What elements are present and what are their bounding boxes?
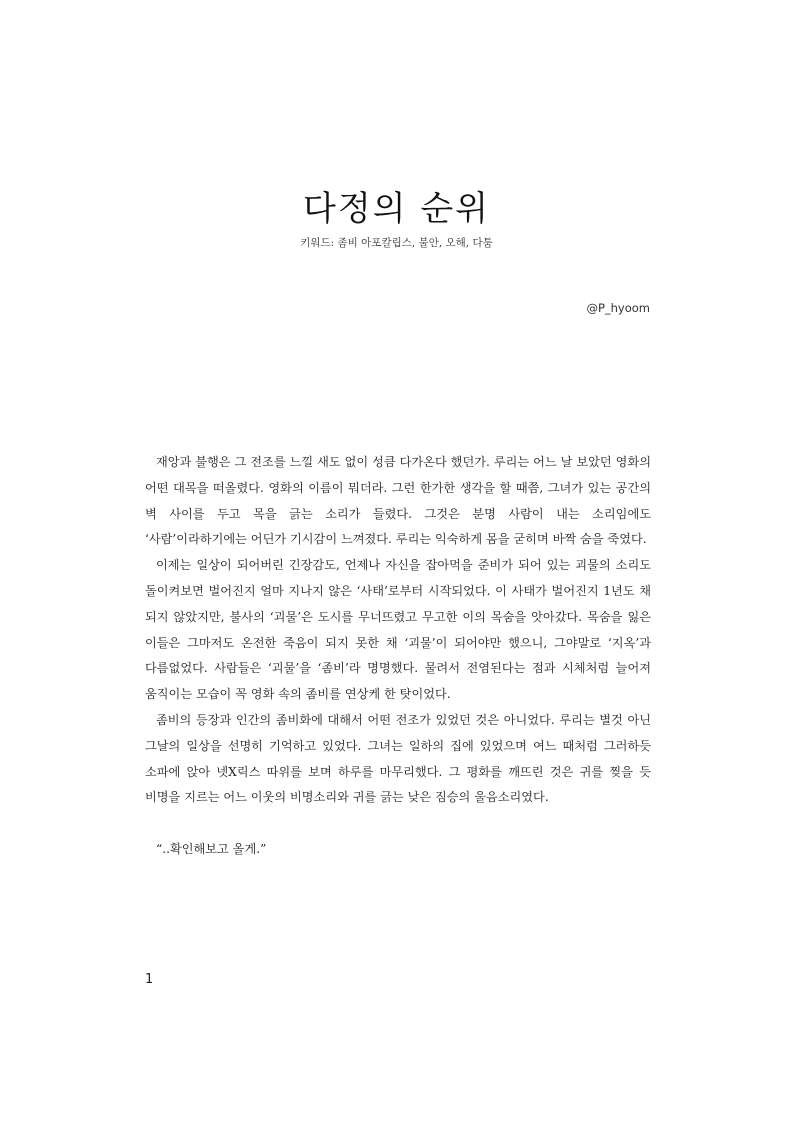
paragraph: 재앙과 불행은 그 전조를 느낄 새도 없이 성큼 다가온다 했던가. 루리는 어느 날 보았던 영화의 어떤 대목을 떠올렸다. 영화의 이름이 뭐더라. 그런 한가한 생각을 할 때쯤, 그녀가 있는 공간의 벽 사이를 두고 목을 긁는 소리가 들렸다. 그것은 분명 사람이 내는 소리임에도 ‘사람’이라하기에는 어딘가 기시감이 느껴졌다. 루리는 익숙하게 몸을 굳히며 바짝 숨을 죽였다. (145, 455, 651, 547)
dialogue-line: “..확인해보고 올게.” (155, 841, 267, 856)
document-title: 다정의 순위 (302, 189, 491, 229)
author-handle: @P_hyoom (586, 301, 650, 315)
keywords-line: 키워드: 좀비 아포칼립스, 불안, 오해, 다툼 (300, 237, 493, 249)
story-body (145, 450, 651, 863)
page-number: 1 (145, 972, 154, 987)
paragraph: 이제는 일상이 되어버린 긴장감도, 언제나 자신을 잡아먹을 준비가 되어 있는 괴물의 소리도 돌이켜보면 벌어진지 얼마 지나지 않은 ‘사태’로부터 시작되었다. 이 사태가 벌어진지 1년도 채 되지 않았지만, 불사의 ‘괴물’은 도시를 무너뜨렸고 무고한 이의 목숨을 앗아갔다. 목숨을 잃은 이들은 그마저도 온전한 죽음이 되지 못한 채 ‘괴물’이 되어야만 했으니, 그야말로 ‘지옥’과 다름없었다. 사람들은 ‘괴물’을 ‘좀비’라 명명했다. 물려서 전염된다는 점과 시체처럼 늘어져 움직이는 모습이 꼭 영화 속의 좀비를 연상케 한 탓이었다. (145, 558, 651, 702)
paragraph: 좀비의 등장과 인간의 좀비화에 대해서 어떤 전조가 있었던 것은 아니었다. 루리는 별것 아닌 그날의 일상을 선명히 기억하고 있었다. 그녀는 일하의 집에 있었으며 여느 때처럼 그러하듯 소파에 앉아 넷X릭스 따위를 보며 하루를 마무리했다. 그 평화를 깨뜨린 것은 귀를 찢을 듯 비명을 지르는 어느 이웃의 비명소리와 귀를 긁는 낮은 짐승의 울음소리였다. (145, 712, 651, 805)
